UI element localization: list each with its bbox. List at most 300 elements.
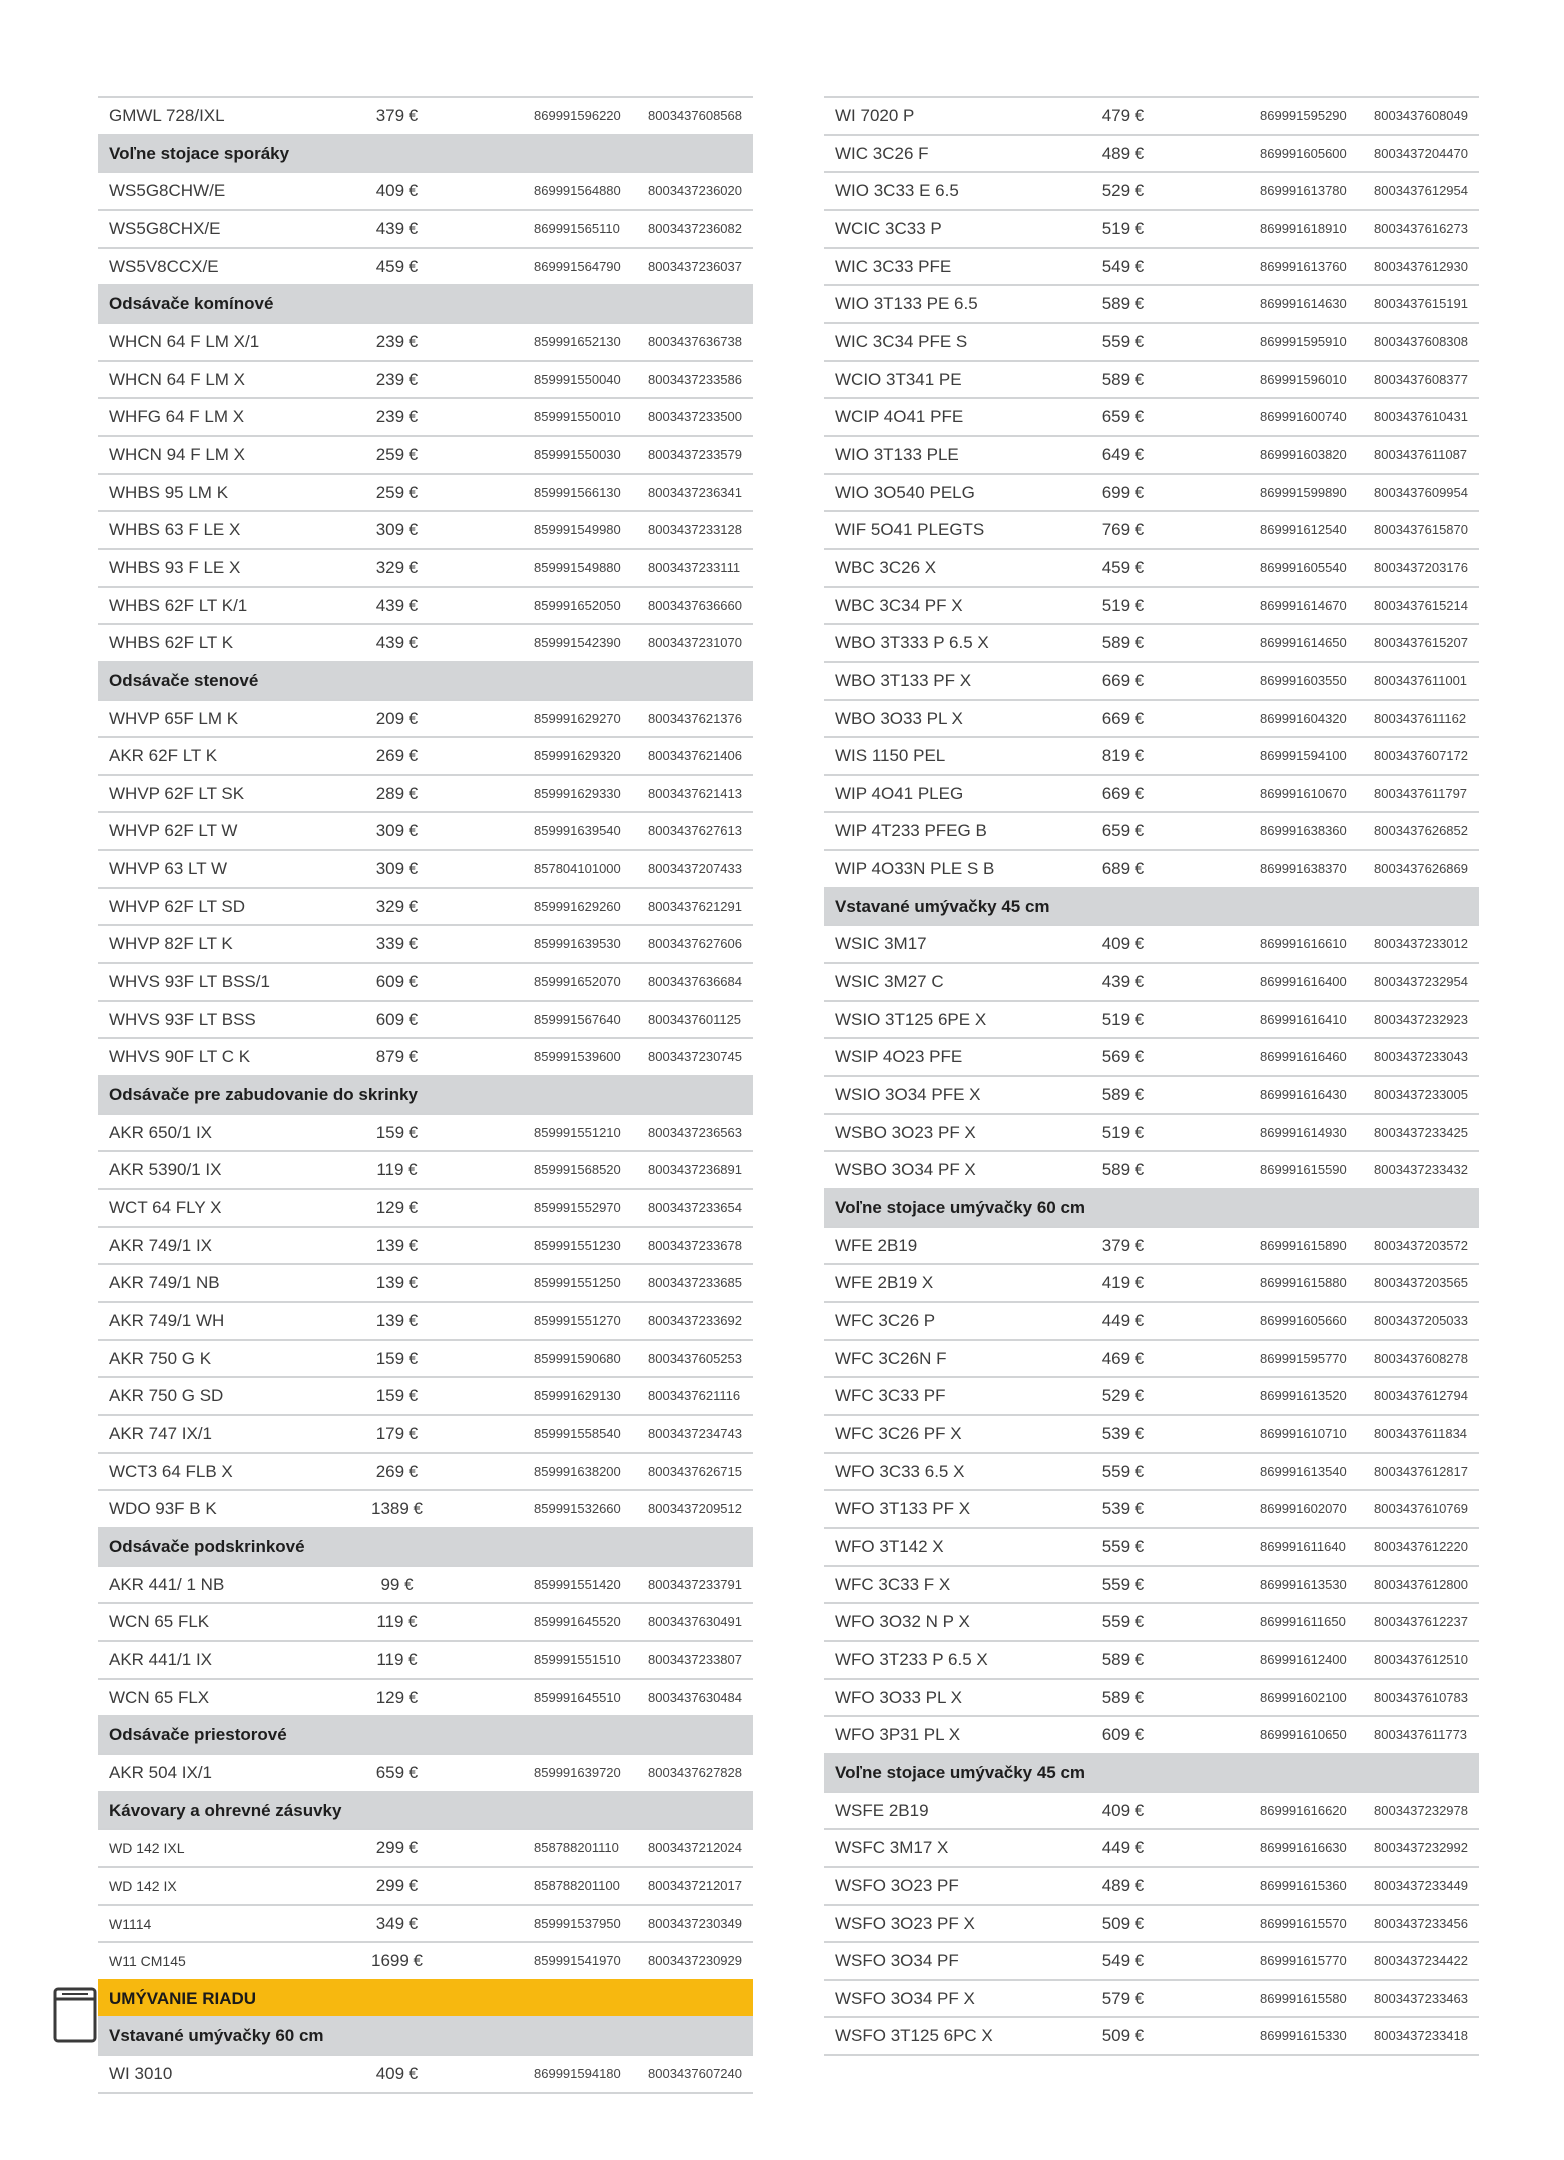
table-row bbox=[824, 209, 1479, 247]
product-ean: 8003437627828 bbox=[648, 1764, 742, 1780]
product-price: 409 € bbox=[1101, 1800, 1145, 1820]
table-row bbox=[824, 774, 1479, 812]
product-price: 559 € bbox=[1101, 1461, 1145, 1481]
product-model: WIO 3T133 PLE bbox=[835, 444, 959, 464]
product-price: 449 € bbox=[1101, 1311, 1145, 1330]
table-row bbox=[98, 360, 753, 398]
table-row bbox=[824, 924, 1479, 962]
product-price: 239 € bbox=[375, 331, 419, 351]
product-model: WFE 2B19 bbox=[835, 1235, 918, 1255]
table-row bbox=[824, 1376, 1479, 1414]
table-row bbox=[98, 548, 753, 586]
right-price-table bbox=[824, 96, 1479, 2056]
table-row bbox=[824, 736, 1479, 774]
product-price: 489 € bbox=[1101, 1875, 1145, 1895]
product-ean: 8003437601125 bbox=[648, 1011, 742, 1027]
table-row bbox=[98, 1866, 753, 1904]
product-model: AKR 5390/1 IX bbox=[109, 1160, 222, 1180]
product-code: 859991549880 bbox=[534, 559, 621, 575]
product-price: 439 € bbox=[375, 218, 419, 238]
product-price: 119 € bbox=[376, 1612, 418, 1632]
product-ean: 8003437212024 bbox=[648, 1840, 742, 1856]
section-header-volne-stojace-umyvacky-60-cm bbox=[824, 1188, 1479, 1226]
table-row bbox=[98, 247, 753, 285]
product-price: 489 € bbox=[1101, 143, 1145, 163]
product-model: WIS 1150 PEL bbox=[835, 746, 946, 766]
table-row bbox=[98, 171, 753, 209]
product-model: WSFO 3O23 PF X bbox=[835, 1913, 975, 1933]
product-code: 859991629270 bbox=[534, 710, 621, 726]
table-row bbox=[824, 548, 1479, 586]
product-ean: 8003437203176 bbox=[1374, 559, 1468, 575]
product-ean: 8003437610769 bbox=[1374, 1501, 1468, 1517]
product-code: 858788201100 bbox=[534, 1877, 620, 1893]
product-model: AKR 750 G K bbox=[109, 1348, 212, 1368]
product-ean: 8003437230929 bbox=[648, 1953, 742, 1969]
product-code: 859991551510 bbox=[534, 1651, 621, 1667]
product-code: 869991618910 bbox=[1260, 220, 1347, 236]
product-ean: 8003437233654 bbox=[648, 1200, 742, 1216]
product-code: 869991564790 bbox=[534, 258, 621, 274]
product-code: 859991551250 bbox=[534, 1275, 621, 1291]
product-code: 859991652050 bbox=[534, 597, 621, 613]
table-row bbox=[824, 1075, 1479, 1113]
product-code: 869991594100 bbox=[1260, 748, 1347, 764]
table-row bbox=[98, 1640, 753, 1678]
product-model: WBC 3C26 X bbox=[835, 557, 937, 577]
product-ean: 8003437626869 bbox=[1374, 861, 1468, 877]
table-row bbox=[98, 473, 753, 511]
section-header-odsavace-pre-zabudovanie-do-skrinky bbox=[98, 1075, 753, 1113]
product-model: WSIC 3M27 C bbox=[835, 972, 944, 992]
product-ean: 8003437233418 bbox=[1374, 2028, 1468, 2044]
product-ean: 8003437621116 bbox=[648, 1388, 741, 1404]
product-ean: 8003437233685 bbox=[648, 1275, 742, 1291]
product-price: 529 € bbox=[1101, 181, 1145, 201]
product-model: WCN 65 FLK bbox=[109, 1612, 210, 1632]
section-title: Vstavané umývačky 45 cm bbox=[835, 896, 1050, 916]
product-price: 119 € bbox=[376, 1160, 418, 1180]
table-row bbox=[824, 1414, 1479, 1452]
product-ean: 8003437626852 bbox=[1374, 823, 1468, 839]
product-ean: 8003437234743 bbox=[648, 1425, 742, 1441]
product-code: 869991615880 bbox=[1260, 1275, 1347, 1291]
product-ean: 8003437236891 bbox=[648, 1162, 742, 1178]
product-price: 559 € bbox=[1101, 1574, 1145, 1594]
product-model: WCIC 3C33 P bbox=[835, 218, 942, 238]
product-ean: 8003437232978 bbox=[1374, 1802, 1468, 1818]
product-ean: 8003437203572 bbox=[1374, 1237, 1468, 1253]
product-code: 869991611640 bbox=[1260, 1538, 1346, 1554]
product-ean: 8003437605253 bbox=[648, 1350, 742, 1366]
table-row bbox=[98, 1113, 753, 1151]
product-ean: 8003437612800 bbox=[1374, 1576, 1468, 1592]
product-price: 459 € bbox=[1101, 557, 1145, 577]
product-model: WSIC 3M17 bbox=[835, 934, 927, 954]
product-code: 869991603550 bbox=[1260, 672, 1347, 688]
product-model: WHVS 93F LT BSS/1 bbox=[109, 972, 270, 992]
table-row bbox=[824, 247, 1479, 285]
product-model: WIP 4T233 PFEG B bbox=[835, 821, 987, 841]
product-model: WHVS 93F LT BSS bbox=[109, 1009, 256, 1029]
product-price: 439 € bbox=[375, 633, 419, 653]
product-price: 549 € bbox=[1101, 1951, 1145, 1971]
product-model: WHVP 62F LT SD bbox=[109, 896, 246, 916]
product-code: 869991615570 bbox=[1260, 1915, 1347, 1931]
product-price: 129 € bbox=[375, 1198, 419, 1218]
table-row bbox=[98, 1150, 753, 1188]
product-ean: 8003437204470 bbox=[1374, 145, 1468, 161]
product-price: 559 € bbox=[1101, 331, 1145, 351]
product-price: 139 € bbox=[375, 1273, 419, 1293]
product-price: 459 € bbox=[375, 256, 419, 276]
table-row bbox=[98, 510, 753, 548]
product-price: 609 € bbox=[375, 1009, 419, 1029]
table-row bbox=[824, 1000, 1479, 1038]
product-code: 869991616630 bbox=[1260, 1840, 1347, 1856]
product-code: 869991612540 bbox=[1260, 522, 1347, 538]
product-code: 858788201110 bbox=[534, 1840, 619, 1856]
table-row bbox=[824, 1263, 1479, 1301]
main-section-header-umyvanie-riadu bbox=[98, 1979, 753, 2017]
product-model: AKR 441/ 1 NB bbox=[109, 1574, 225, 1594]
table-row bbox=[98, 322, 753, 360]
product-code: 859991550030 bbox=[534, 446, 621, 462]
product-model: WFC 3C26N F bbox=[835, 1348, 947, 1368]
section-header-odsavace-podskrinkove bbox=[98, 1527, 753, 1565]
product-ean: 8003437612510 bbox=[1374, 1651, 1468, 1667]
table-row bbox=[824, 1941, 1479, 1979]
product-model: WSFO 3O34 PF bbox=[835, 1951, 959, 1971]
product-code: 859991558540 bbox=[534, 1425, 621, 1441]
table-row bbox=[824, 1489, 1479, 1527]
product-ean: 8003437611001 bbox=[1374, 672, 1468, 688]
table-row bbox=[98, 1414, 753, 1452]
section-header-vstavane-umyvacky-60-cm bbox=[98, 2016, 753, 2054]
product-model: W1114 bbox=[109, 1915, 152, 1932]
product-code: 859991551270 bbox=[534, 1313, 621, 1328]
product-ean: 8003437233012 bbox=[1374, 936, 1468, 952]
product-model: WIC 3C33 PFE bbox=[835, 256, 952, 276]
product-price: 439 € bbox=[1101, 972, 1145, 992]
product-code: 859991537950 bbox=[534, 1915, 621, 1931]
table-row bbox=[824, 1866, 1479, 1904]
product-price: 159 € bbox=[375, 1386, 419, 1406]
product-code: 869991616400 bbox=[1260, 974, 1347, 990]
product-ean: 8003437233449 bbox=[1374, 1877, 1468, 1893]
product-price: 139 € bbox=[375, 1311, 419, 1330]
table-row bbox=[824, 1791, 1479, 1829]
product-ean: 8003437615207 bbox=[1374, 635, 1468, 651]
table-row bbox=[98, 1037, 753, 1075]
table-row bbox=[98, 1904, 753, 1942]
table-row bbox=[98, 1941, 753, 1979]
product-ean: 8003437612954 bbox=[1374, 183, 1468, 199]
product-code: 869991614650 bbox=[1260, 635, 1347, 651]
table-row bbox=[824, 1602, 1479, 1640]
product-price: 349 € bbox=[375, 1913, 419, 1933]
product-ean: 8003437615870 bbox=[1374, 522, 1468, 538]
product-model: AKR 749/1 NB bbox=[109, 1273, 220, 1293]
product-code: 869991605660 bbox=[1260, 1313, 1347, 1328]
product-code: 859991645520 bbox=[534, 1614, 621, 1630]
product-ean: 8003437236020 bbox=[648, 183, 742, 199]
table-bottom-rule bbox=[98, 2092, 753, 2094]
product-ean: 8003437233432 bbox=[1374, 1162, 1468, 1178]
product-code: 859991639530 bbox=[534, 936, 621, 952]
product-ean: 8003437233043 bbox=[1374, 1049, 1468, 1065]
table-row bbox=[98, 736, 753, 774]
product-price: 589 € bbox=[1101, 633, 1145, 653]
table-row bbox=[824, 322, 1479, 360]
product-price: 589 € bbox=[1101, 1160, 1145, 1180]
product-model: WSFE 2B19 bbox=[835, 1800, 929, 1820]
product-price: 519 € bbox=[1101, 1122, 1145, 1142]
section-title: Voľne stojace umývačky 60 cm bbox=[835, 1198, 1086, 1218]
product-model: WFO 3O33 PL X bbox=[835, 1687, 962, 1707]
product-ean: 8003437212017 bbox=[648, 1877, 742, 1893]
table-row bbox=[98, 1753, 753, 1791]
product-model: WSIP 4O23 PFE bbox=[835, 1047, 963, 1067]
product-code: 869991604320 bbox=[1260, 710, 1347, 726]
product-price: 469 € bbox=[1101, 1348, 1145, 1368]
product-model: WSIO 3O34 PFE X bbox=[835, 1085, 981, 1105]
product-model: WIP 4O41 PLEG bbox=[835, 783, 964, 803]
product-price: 379 € bbox=[375, 106, 419, 125]
product-model: WCT 64 FLY X bbox=[109, 1198, 222, 1218]
product-model: AKR 749/1 IX bbox=[109, 1235, 213, 1255]
product-ean: 8003437233128 bbox=[648, 522, 742, 538]
product-ean: 8003437615191 bbox=[1374, 296, 1468, 312]
product-model: WI 3010 bbox=[109, 2064, 173, 2084]
product-ean: 8003437630484 bbox=[648, 1689, 742, 1705]
product-code: 869991596010 bbox=[1260, 371, 1347, 387]
section-title: Odsávače stenové bbox=[109, 670, 259, 690]
product-code: 859991645510 bbox=[534, 1689, 621, 1705]
product-model: WSBO 3O23 PF X bbox=[835, 1122, 976, 1142]
product-code: 859991568520 bbox=[534, 1162, 621, 1178]
product-code: 869991612400 bbox=[1260, 1651, 1347, 1667]
product-ean: 8003437616273 bbox=[1374, 220, 1468, 236]
table-row bbox=[824, 397, 1479, 435]
product-price: 509 € bbox=[1101, 2026, 1145, 2046]
product-ean: 8003437234422 bbox=[1374, 1953, 1468, 1969]
product-price: 529 € bbox=[1101, 1386, 1145, 1406]
table-row bbox=[824, 623, 1479, 661]
product-code: 869991565110 bbox=[534, 220, 620, 236]
product-code: 859991629130 bbox=[534, 1388, 621, 1404]
table-row bbox=[824, 284, 1479, 322]
table-row bbox=[824, 1113, 1479, 1151]
product-model: GMWL 728/IXL bbox=[109, 106, 225, 125]
product-ean: 8003437612794 bbox=[1374, 1388, 1468, 1404]
product-price: 689 € bbox=[1101, 859, 1145, 879]
product-code: 859991639720 bbox=[534, 1764, 621, 1780]
product-ean: 8003437627606 bbox=[648, 936, 742, 952]
product-ean: 8003437615214 bbox=[1374, 597, 1468, 613]
table-row bbox=[98, 699, 753, 737]
product-ean: 8003437209512 bbox=[648, 1501, 742, 1517]
product-ean: 8003437608308 bbox=[1374, 333, 1468, 349]
table-row bbox=[824, 1979, 1479, 2017]
table-row bbox=[824, 96, 1479, 134]
section-header-vstavane-umyvacky-45-cm bbox=[824, 887, 1479, 925]
product-ean: 8003437232992 bbox=[1374, 1840, 1468, 1856]
product-ean: 8003437636684 bbox=[648, 974, 742, 990]
product-price: 669 € bbox=[1101, 670, 1145, 690]
product-model: WI 7020 P bbox=[835, 106, 915, 125]
product-ean: 8003437232954 bbox=[1374, 974, 1468, 990]
product-ean: 8003437612817 bbox=[1374, 1463, 1468, 1479]
product-model: WFO 3T142 X bbox=[835, 1536, 944, 1556]
product-ean: 8003437607172 bbox=[1374, 748, 1468, 764]
product-price: 579 € bbox=[1101, 1988, 1145, 2008]
product-ean: 8003437233111 bbox=[648, 559, 741, 575]
product-code: 869991610670 bbox=[1260, 785, 1347, 801]
product-code: 869991615330 bbox=[1260, 2028, 1347, 2044]
table-row bbox=[824, 1565, 1479, 1603]
product-price: 269 € bbox=[375, 1461, 419, 1481]
product-ean: 8003437611162 bbox=[1374, 710, 1467, 726]
product-price: 329 € bbox=[375, 557, 419, 577]
product-price: 439 € bbox=[375, 595, 419, 615]
product-code: 869991613540 bbox=[1260, 1463, 1347, 1479]
table-row bbox=[824, 1150, 1479, 1188]
product-price: 1699 € bbox=[371, 1951, 423, 1971]
product-code: 859991629330 bbox=[534, 785, 621, 801]
product-model: WBO 3O33 PL X bbox=[835, 708, 963, 728]
section-header-odsavace-kominove bbox=[98, 284, 753, 322]
product-code: 869991616430 bbox=[1260, 1087, 1347, 1103]
product-model: WCT3 64 FLB X bbox=[109, 1461, 233, 1481]
table-row bbox=[98, 1263, 753, 1301]
product-code: 859991549980 bbox=[534, 522, 621, 538]
product-code: 857804101000 bbox=[534, 861, 621, 877]
product-model: WS5G8CHW/E bbox=[109, 181, 226, 201]
product-ean: 8003437233456 bbox=[1374, 1915, 1468, 1931]
product-ean: 8003437611087 bbox=[1374, 446, 1468, 462]
product-ean: 8003437608278 bbox=[1374, 1350, 1468, 1366]
product-ean: 8003437627613 bbox=[648, 823, 742, 839]
product-ean: 8003437608568 bbox=[648, 108, 742, 123]
product-model: WHBS 62F LT K/1 bbox=[109, 595, 248, 615]
table-row bbox=[98, 1828, 753, 1866]
product-model: WCIO 3T341 PE bbox=[835, 369, 962, 389]
product-model: WHVP 63 LT W bbox=[109, 859, 228, 879]
product-price: 409 € bbox=[1101, 934, 1145, 954]
product-ean: 8003437207433 bbox=[648, 861, 742, 877]
section-title: Odsávače podskrinkové bbox=[109, 1536, 305, 1556]
product-code: 869991616410 bbox=[1260, 1011, 1347, 1027]
product-price: 659 € bbox=[1101, 407, 1145, 427]
product-price: 649 € bbox=[1101, 444, 1145, 464]
product-model: WFC 3C33 PF bbox=[835, 1386, 946, 1406]
product-price: 449 € bbox=[1101, 1838, 1145, 1858]
product-ean: 8003437233500 bbox=[648, 409, 742, 425]
product-code: 859991652070 bbox=[534, 974, 621, 990]
product-ean: 8003437233678 bbox=[648, 1237, 742, 1253]
product-price: 159 € bbox=[375, 1348, 419, 1368]
table-row bbox=[824, 1037, 1479, 1075]
product-model: AKR 62F LT K bbox=[109, 746, 218, 766]
product-ean: 8003437626715 bbox=[648, 1463, 742, 1479]
product-code: 859991551420 bbox=[534, 1576, 621, 1592]
product-model: AKR 441/1 IX bbox=[109, 1649, 213, 1669]
product-code: 859991567640 bbox=[534, 1011, 621, 1027]
product-model: WHBS 95 LM K bbox=[109, 482, 229, 502]
product-code: 869991600740 bbox=[1260, 409, 1347, 425]
product-code: 859991532660 bbox=[534, 1501, 621, 1517]
product-ean: 8003437203565 bbox=[1374, 1275, 1468, 1291]
product-price: 819 € bbox=[1101, 746, 1145, 766]
table-row bbox=[824, 1226, 1479, 1264]
product-price: 269 € bbox=[375, 746, 419, 766]
product-ean: 8003437233807 bbox=[648, 1651, 742, 1667]
product-ean: 8003437630491 bbox=[648, 1614, 742, 1630]
product-price: 699 € bbox=[1101, 482, 1145, 502]
product-model: WHVP 62F LT W bbox=[109, 821, 238, 841]
table-row bbox=[98, 774, 753, 812]
product-ean: 8003437231070 bbox=[648, 635, 742, 651]
product-model: WFO 3P31 PL X bbox=[835, 1725, 961, 1745]
product-ean: 8003437621376 bbox=[648, 710, 742, 726]
product-price: 769 € bbox=[1101, 520, 1145, 540]
product-model: WSFO 3O23 PF bbox=[835, 1875, 959, 1895]
product-price: 259 € bbox=[375, 444, 419, 464]
table-row bbox=[824, 2016, 1479, 2054]
product-price: 879 € bbox=[375, 1047, 419, 1067]
product-price: 589 € bbox=[1101, 1085, 1145, 1105]
table-row bbox=[98, 1339, 753, 1377]
product-model: WHVP 65F LM K bbox=[109, 708, 239, 728]
product-price: 559 € bbox=[1101, 1536, 1145, 1556]
product-code: 869991613520 bbox=[1260, 1388, 1347, 1404]
product-model: WSFC 3M17 X bbox=[835, 1838, 949, 1858]
product-code: 869991602100 bbox=[1260, 1689, 1347, 1705]
table-row bbox=[824, 1678, 1479, 1716]
product-ean: 8003437233425 bbox=[1374, 1124, 1468, 1140]
table-row bbox=[98, 1188, 753, 1226]
product-price: 509 € bbox=[1101, 1913, 1145, 1933]
table-row bbox=[824, 171, 1479, 209]
table-row bbox=[824, 435, 1479, 473]
product-code: 859991638200 bbox=[534, 1463, 621, 1479]
product-ean: 8003437233463 bbox=[1374, 1990, 1468, 2006]
product-model: WFC 3C26 P bbox=[835, 1311, 936, 1330]
product-model: AKR 650/1 IX bbox=[109, 1122, 213, 1142]
product-model: WHCN 64 F LM X/1 bbox=[109, 331, 260, 351]
product-code: 859991652130 bbox=[534, 333, 621, 349]
product-price: 519 € bbox=[1101, 1009, 1145, 1029]
product-model: WFC 3C26 PF X bbox=[835, 1423, 962, 1443]
product-model: WFC 3C33 F X bbox=[835, 1574, 951, 1594]
product-model: WS5G8CHX/E bbox=[109, 218, 221, 238]
product-code: 869991611650 bbox=[1260, 1614, 1346, 1630]
product-code: 859991590680 bbox=[534, 1350, 621, 1366]
product-model: WHVP 62F LT SK bbox=[109, 783, 245, 803]
product-model: WBO 3T333 P 6.5 X bbox=[835, 633, 989, 653]
table-row bbox=[98, 962, 753, 1000]
product-ean: 8003437230745 bbox=[648, 1049, 742, 1065]
product-code: 869991615580 bbox=[1260, 1990, 1347, 2006]
product-price: 549 € bbox=[1101, 256, 1145, 276]
product-ean: 8003437205033 bbox=[1374, 1313, 1468, 1328]
table-row bbox=[824, 1301, 1479, 1339]
product-code: 869991615360 bbox=[1260, 1877, 1347, 1893]
section-title: Odsávače priestorové bbox=[109, 1725, 287, 1745]
product-code: 869991613780 bbox=[1260, 183, 1347, 199]
product-price: 519 € bbox=[1101, 218, 1145, 238]
